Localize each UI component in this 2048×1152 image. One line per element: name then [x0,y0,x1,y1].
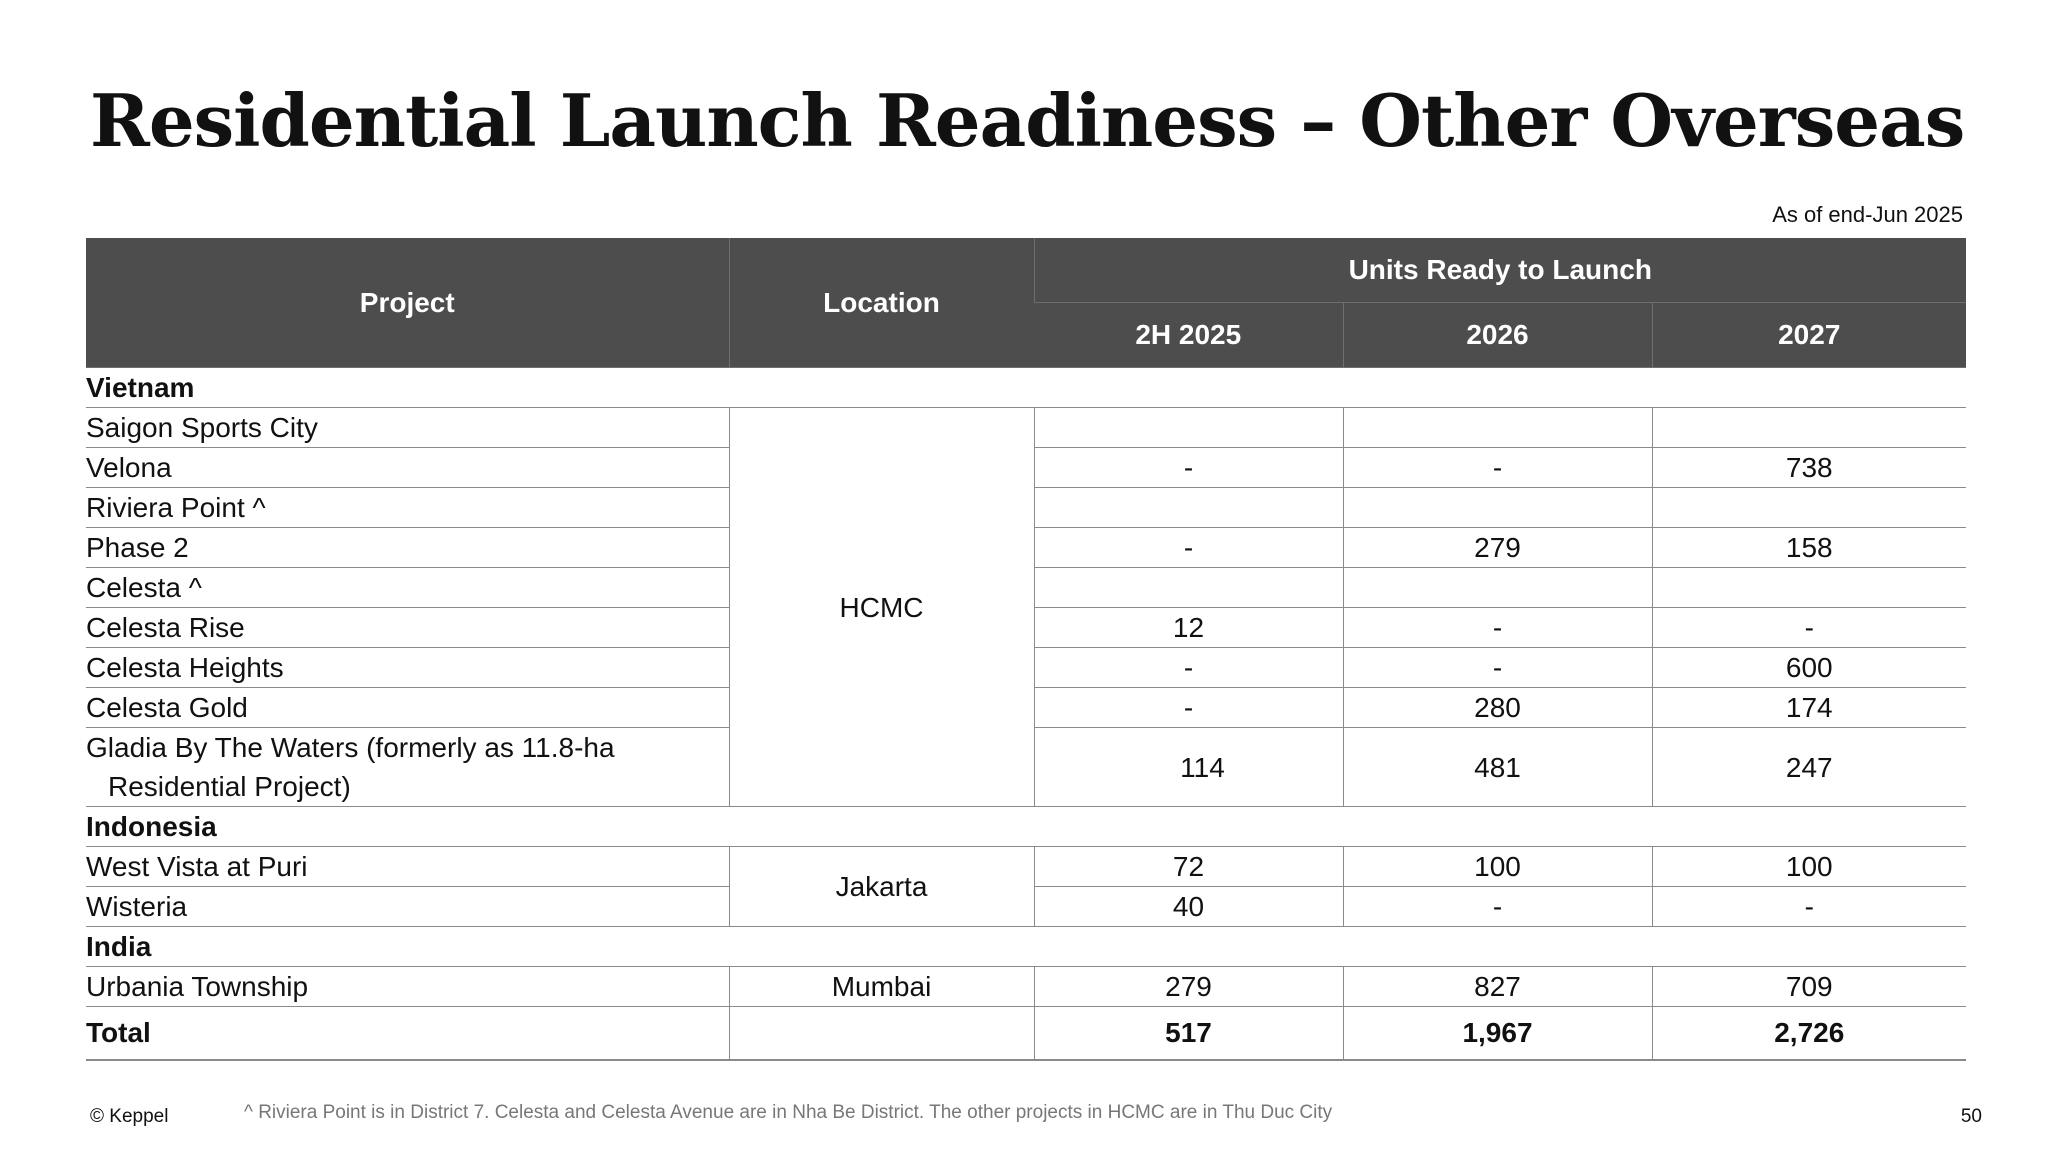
project-name-line2: Residential Project) [108,771,351,802]
table-row [86,967,1966,1007]
value-cell: - [1034,528,1343,568]
value-cell: 72 [1034,847,1343,887]
value-cell: 100 [1652,847,1966,887]
value-cell: 100 [1343,847,1652,887]
value-cell: - [1343,648,1652,688]
value-cell [1034,408,1343,448]
location-cell: Jakarta [729,847,1034,927]
as-of-date: As of end-Jun 2025 [1772,202,1963,227]
value-cell: 280 [1343,688,1652,728]
value-cell: 114 [1034,728,1343,807]
header-units-ready: Units Ready to Launch [1034,238,1966,303]
project-name: Saigon Sports City [86,408,729,448]
group-row-vietnam [86,368,1966,408]
value-cell [1343,568,1652,608]
header-period-2h2025: 2H 2025 [1034,303,1343,368]
total-value-cell: 517 [1034,1007,1343,1061]
value-cell: - [1343,608,1652,648]
group-row-india [86,927,1966,967]
project-name: Celesta Heights [86,648,729,688]
header-period-2026: 2026 [1343,303,1652,368]
value-cell [1652,408,1966,448]
group-row-indonesia [86,807,1966,847]
value-cell: 247 [1652,728,1966,807]
project-name-line1: Gladia By The Waters (formerly as 11.8-ha [86,732,615,763]
value-cell [1034,488,1343,528]
project-name: Celesta Rise [86,608,729,648]
location-cell: HCMC [729,408,1034,807]
value-cell: 279 [1034,967,1343,1007]
value-cell: - [1034,688,1343,728]
value-cell: 279 [1343,528,1652,568]
project-name [86,728,729,807]
value-cell: - [1652,887,1966,927]
value-cell: 481 [1343,728,1652,807]
project-name: Celesta Gold [86,688,729,728]
project-name: Phase 2 [86,528,729,568]
total-value-cell: 2,726 [1652,1007,1966,1061]
group-label: India [86,927,1966,967]
project-name: Riviera Point ^ [86,488,729,528]
value-cell: 600 [1652,648,1966,688]
value-cell: 40 [1034,887,1343,927]
value-cell [1343,488,1652,528]
value-cell: - [1652,608,1966,648]
total-label: Total [86,1007,729,1061]
value-cell [1034,568,1343,608]
value-cell: 709 [1652,967,1966,1007]
launch-readiness-table [86,238,1966,1061]
project-name: Urbania Township [86,967,729,1007]
group-label: Vietnam [86,368,1966,408]
location-cell: Mumbai [729,967,1034,1007]
value-cell: - [1343,448,1652,488]
value-cell: 12 [1034,608,1343,648]
total-location-cell [729,1007,1034,1061]
value-cell [1343,408,1652,448]
page-number: 50 [1960,1106,1982,1127]
page-title: Residential Launch Readiness – Other Overseas [90,78,1965,163]
group-label: Indonesia [86,807,1966,847]
total-value-cell: 1,967 [1343,1007,1652,1061]
value-cell: - [1034,648,1343,688]
value-cell: - [1343,887,1652,927]
value-cell [1652,488,1966,528]
table-row [86,847,1966,887]
value-cell: 174 [1652,688,1966,728]
value-cell: 827 [1343,967,1652,1007]
value-cell: 158 [1652,528,1966,568]
value-cell [1652,568,1966,608]
header-location: Location [729,238,1034,368]
table-row [86,408,1966,448]
header-project: Project [86,238,729,368]
project-name: West Vista at Puri [86,847,729,887]
footnote-text: ^ Riviera Point is in District 7. Celesta and Celesta Avenue are in Nha Be District. The other projects in HCMC are in Thu Duc City [244,1102,1333,1123]
project-name: Wisteria [86,887,729,927]
header-period-2027: 2027 [1652,303,1966,368]
project-name: Celesta ^ [86,568,729,608]
total-row [86,1007,1966,1061]
project-name: Velona [86,448,729,488]
value-cell: 738 [1652,448,1966,488]
copyright-text: © Keppel [90,1106,169,1127]
value-cell: - [1034,448,1343,488]
